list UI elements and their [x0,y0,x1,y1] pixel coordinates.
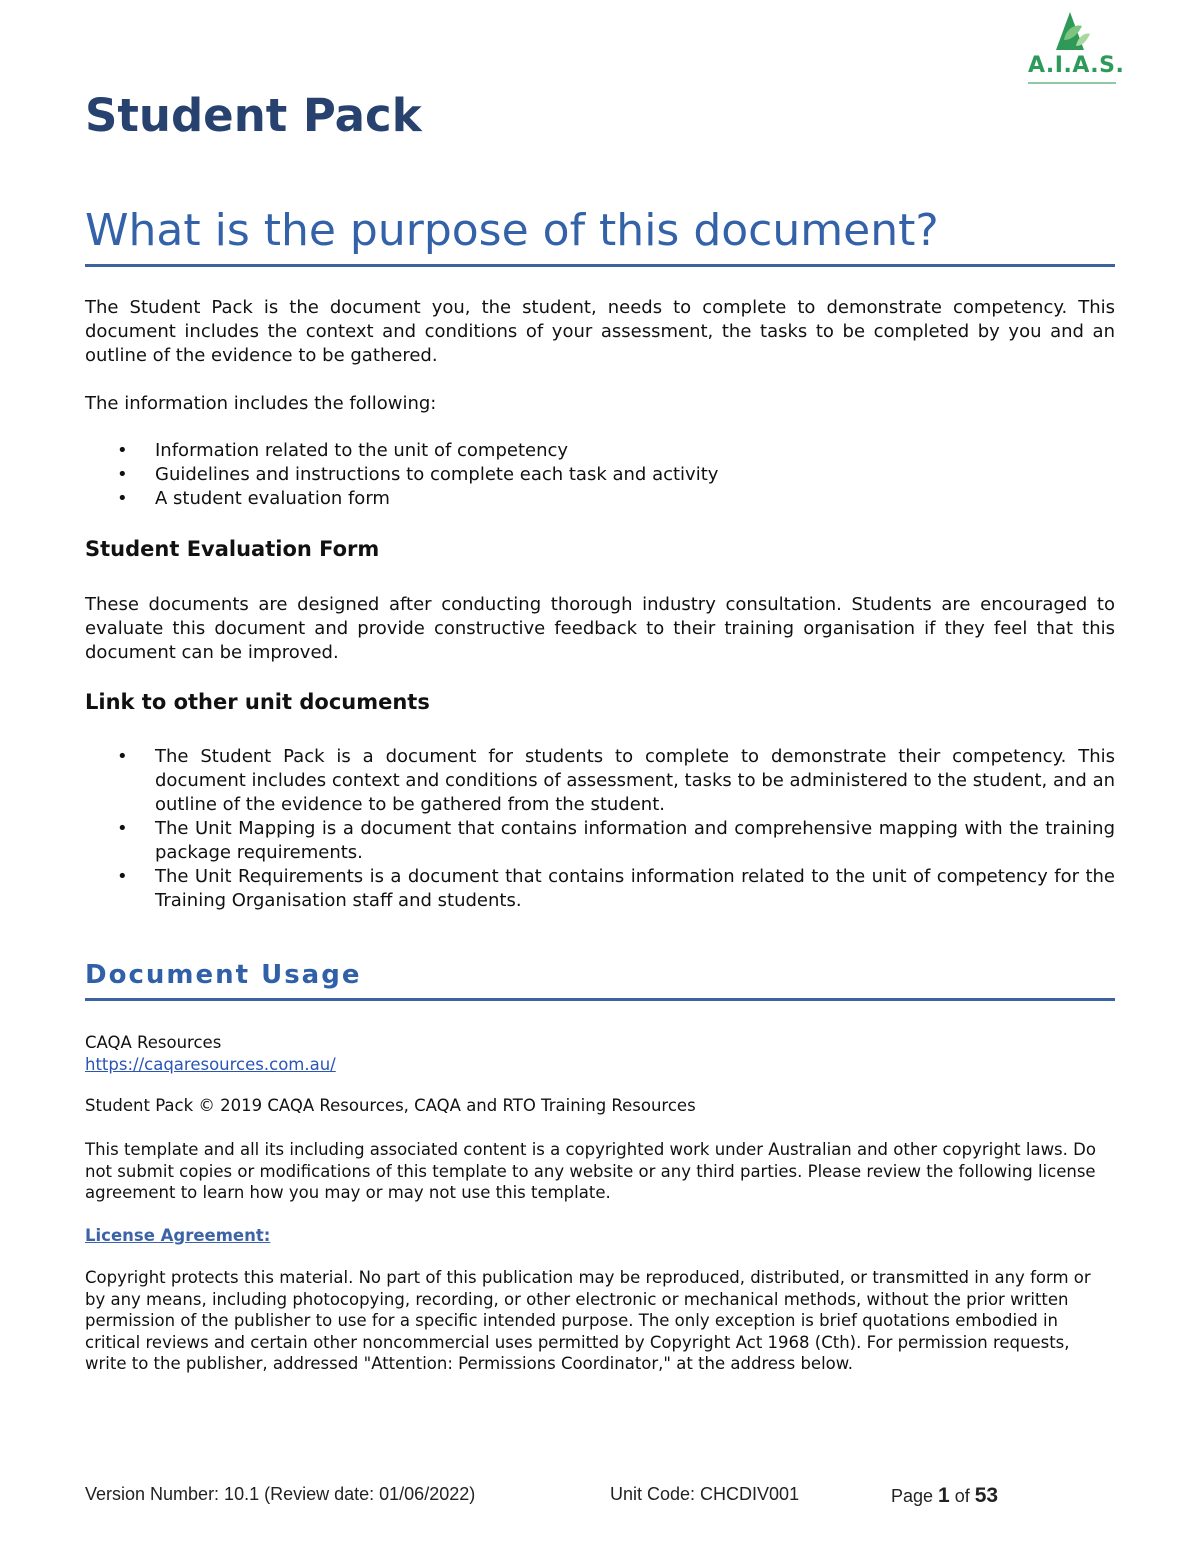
license-paragraph: Copyright protects this material. No part of this publication may be reproduced, distributed, or transmitted in any form or by any means, including photocopying, recording, or other electronic or mechanical methods, without the prior written permission of the publisher to use for a specific intended purpose. The only exception is brief quotations embodied in critical reviews and certain other noncommercial uses permitted by Copyright Act 1968 (Cth). For permission requests, write to the publisher, addressed "Attention: Permissions Coordinator," at the address below. [85,1268,1091,1373]
heading-divider [85,264,1115,267]
logo-text: A.I.A.S. [1028,53,1125,78]
template-copyright-paragraph: This template and all its including associated content is a copyrighted work under Australian and other copyright laws. Do not submit copies or modifications of this template to any website or any third parties. Please review the following license agreement to learn how you may or may not use this template. [85,1140,1096,1202]
link-docs-heading: Link to other unit documents [85,690,430,714]
leaf-logo-icon [1020,10,1120,58]
list-item: • The Unit Requirements is a document that contains information related to the unit of competency for the Training Organisation staff and students. [117,866,1115,911]
license-agreement-link[interactable]: License Agreement: [85,1226,271,1245]
purpose-paragraph: The Student Pack is the document you, the student, needs to complete to demonstrate competency. This document includes the context and conditions of your assessment, the tasks to be completed by you and an outline of the evidence to be gathered. [85,297,1115,366]
bullet-icon: • [117,866,128,887]
list-item: • The Unit Mapping is a document that contains information and comprehensive mapping with the training package requirements. [117,818,1115,863]
info-includes-paragraph: The information includes the following: [85,393,437,414]
version-number: Version Number: 10.1 (Review date: 01/06/2022) [85,1484,476,1504]
list-item: • The Student Pack is a document for students to complete to demonstrate their competency. This document includes context and conditions of assessment, tasks to be administered to the student, and an outline of the evidence to be gathered from the student. [117,746,1116,815]
caqa-website-link[interactable]: https://caqaresources.com.au/ [85,1055,336,1074]
evaluation-heading: Student Evaluation Form [85,537,380,561]
list-item: • Guidelines and instructions to complete each task and activity [117,464,719,485]
document-usage-heading: Document Usage [85,960,362,990]
page-title: Student Pack [85,89,422,142]
link-docs-bullet-list [85,745,1115,913]
page-number: Page 1 of 53 [891,1484,999,1507]
bullet-icon: • [117,440,128,461]
list-item: • Information related to the unit of competency [117,440,569,461]
list-item: • A student evaluation form [117,488,390,509]
copyright-line: Student Pack © 2019 CAQA Resources, CAQA and RTO Training Resources [85,1096,696,1115]
page-footer [85,1484,1115,1514]
evaluation-paragraph: These documents are designed after conducting thorough industry consultation. Students are encouraged to evaluate this document and provide constructive feedback to their training organisation if they feel that this document can be improved. [85,594,1115,663]
usage-divider [85,998,1115,1001]
info-bullet-list [85,439,1115,511]
unit-code: Unit Code: CHCDIV001 [610,1484,800,1504]
bullet-icon: • [117,488,128,509]
logo-tagline-line [1028,82,1116,84]
aias-logo [1020,10,1125,90]
bullet-icon: • [117,746,128,767]
purpose-heading: What is the purpose of this document? [85,205,939,256]
org-name: CAQA Resources [85,1033,222,1052]
bullet-icon: • [117,818,128,839]
bullet-icon: • [117,464,128,485]
